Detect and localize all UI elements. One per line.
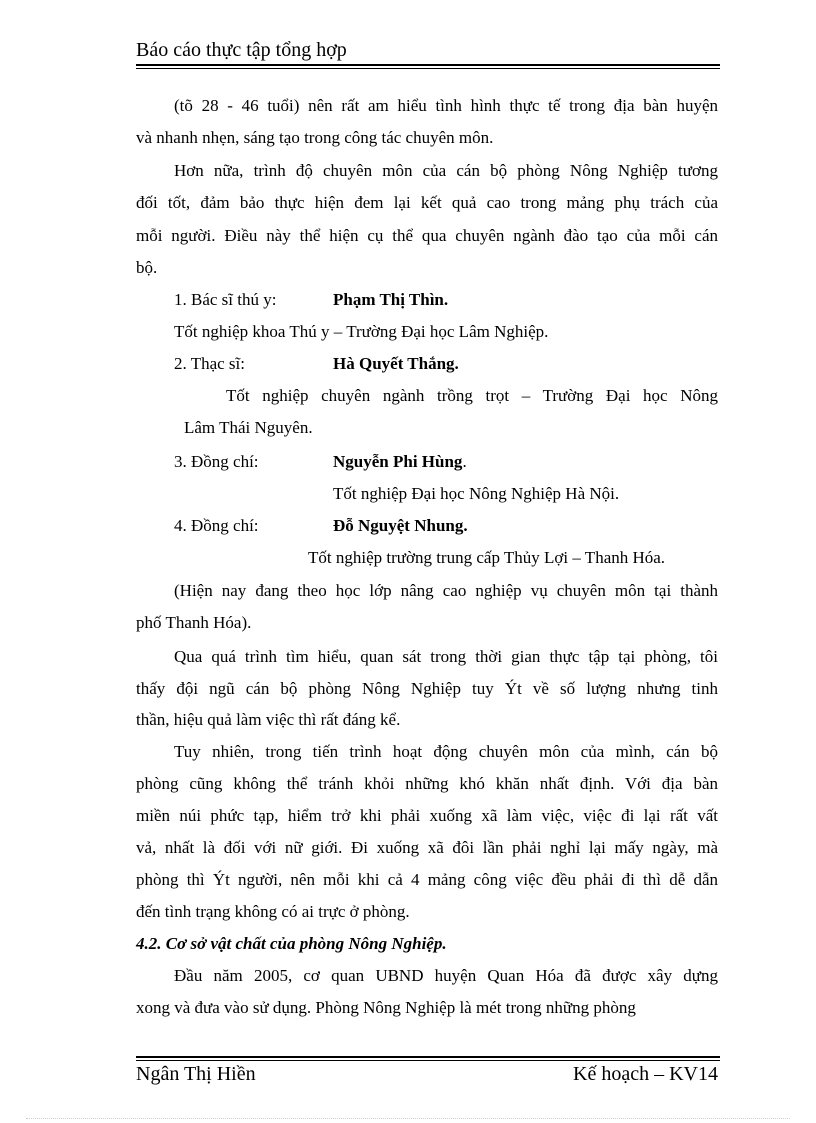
staff-education: Tốt nghiệp khoa Thú y – Trường Đại học Lâm Nghiệp.: [174, 322, 549, 341]
footer-rule-thin: [136, 1060, 720, 1061]
staff-education: Tốt nghiệp trường trung cấp Thủy Lợi – Thanh Hóa.: [308, 548, 666, 567]
body-line: thấy đội ngũ cán bộ phòng Nông Nghiệp tuy Ýt về số lượng nhưng tinh: [136, 679, 718, 698]
body-line: phòng thì Ýt người, nên mỗi khi cả 4 mảng công việc đều phải đi thì dễ dẫn: [136, 870, 718, 889]
staff-name-line: [333, 450, 467, 474]
staff-name: Phạm Thị Thìn.: [333, 290, 449, 309]
body-line: thần, hiệu quả làm việc thì rất đáng kể.: [136, 710, 401, 729]
staff-name: Đỗ Nguyệt Nhung.: [333, 516, 468, 535]
footer-class: Kế hoạch – KV14: [573, 1063, 718, 1085]
footer-author: Ngân Thị Hiền: [136, 1063, 256, 1085]
staff-role: 1. Bác sĩ thú y:: [174, 290, 277, 309]
body-line: Đầu năm 2005, cơ quan UBND huyện Quan Hóa đã được xây dựng: [174, 966, 718, 985]
body-line: miền núi phức tạp, hiểm trở khi phải xuống xã làm việc, việc đi lại rất vất: [136, 806, 718, 825]
body-line: phố Thanh Hóa).: [136, 613, 252, 632]
body-line: (tõ 28 - 46 tuổi) nên rất am hiểu tình hình thực tế trong địa bàn huyện: [174, 96, 718, 115]
staff-role: 4. Đồng chí:: [174, 516, 259, 535]
footer-rule-thick: [136, 1056, 720, 1058]
body-line: Hơn nữa, trình độ chuyên môn của cán bộ phòng Nông Nghiệp tương: [174, 161, 718, 180]
header-rule-thick: [136, 64, 720, 66]
staff-education: Lâm Thái Nguyên.: [184, 418, 313, 437]
body-line: bộ.: [136, 258, 158, 277]
staff-education: Tốt nghiệp chuyên ngành trồng trọt – Trường Đại học Nông: [226, 386, 718, 405]
header-rule-thin: [136, 68, 720, 69]
header-title: Báo cáo thực tập tổng hợp: [136, 39, 347, 61]
body-line: và nhanh nhẹn, sáng tạo trong công tác chuyên môn.: [136, 128, 494, 147]
body-line: mỗi người. Điều này thể hiện cụ thể qua chuyên ngành đào tạo của mỗi cán: [136, 226, 718, 245]
staff-education: Tốt nghiệp Đại học Nông Nghiệp Hà Nội.: [333, 484, 620, 503]
body-line: xong và đưa vào sử dụng. Phòng Nông Nghiệp là mét trong những phòng: [136, 998, 636, 1017]
staff-role: 2. Thạc sĩ:: [174, 354, 245, 373]
body-line: Qua quá trình tìm hiểu, quan sát trong thời gian thực tập tại phòng, tôi: [174, 647, 718, 666]
section-heading: 4.2. Cơ sở vật chất của phòng Nông Nghiệp.: [136, 934, 447, 953]
body-line: Tuy nhiên, trong tiến trình hoạt động chuyên môn của mình, cán bộ: [174, 742, 718, 761]
staff-name-suffix: .: [462, 452, 467, 471]
staff-name: Hà Quyết Thắng.: [333, 354, 459, 373]
body-line: đối tốt, đảm bảo thực hiện đem lại kết quả cao trong mảng phụ trách của: [136, 193, 718, 212]
body-line: đến tình trạng không có ai trực ở phòng.: [136, 902, 410, 921]
staff-name: Nguyễn Phi Hùng: [333, 452, 463, 471]
staff-role: 3. Đồng chí:: [174, 452, 259, 471]
body-line: (Hiện nay đang theo học lớp nâng cao nghiệp vụ chuyên môn tại thành: [174, 581, 718, 600]
page-bottom-dotted-line: [26, 1118, 790, 1119]
body-line: phòng cũng không thể tránh khỏi những khó khăn nhất định. Với địa bàn: [136, 774, 718, 793]
body-line: vả, nhất là đối với nữ giới. Đi xuống xã đôi lần phải nghỉ lại mấy ngày, mà: [136, 838, 718, 857]
